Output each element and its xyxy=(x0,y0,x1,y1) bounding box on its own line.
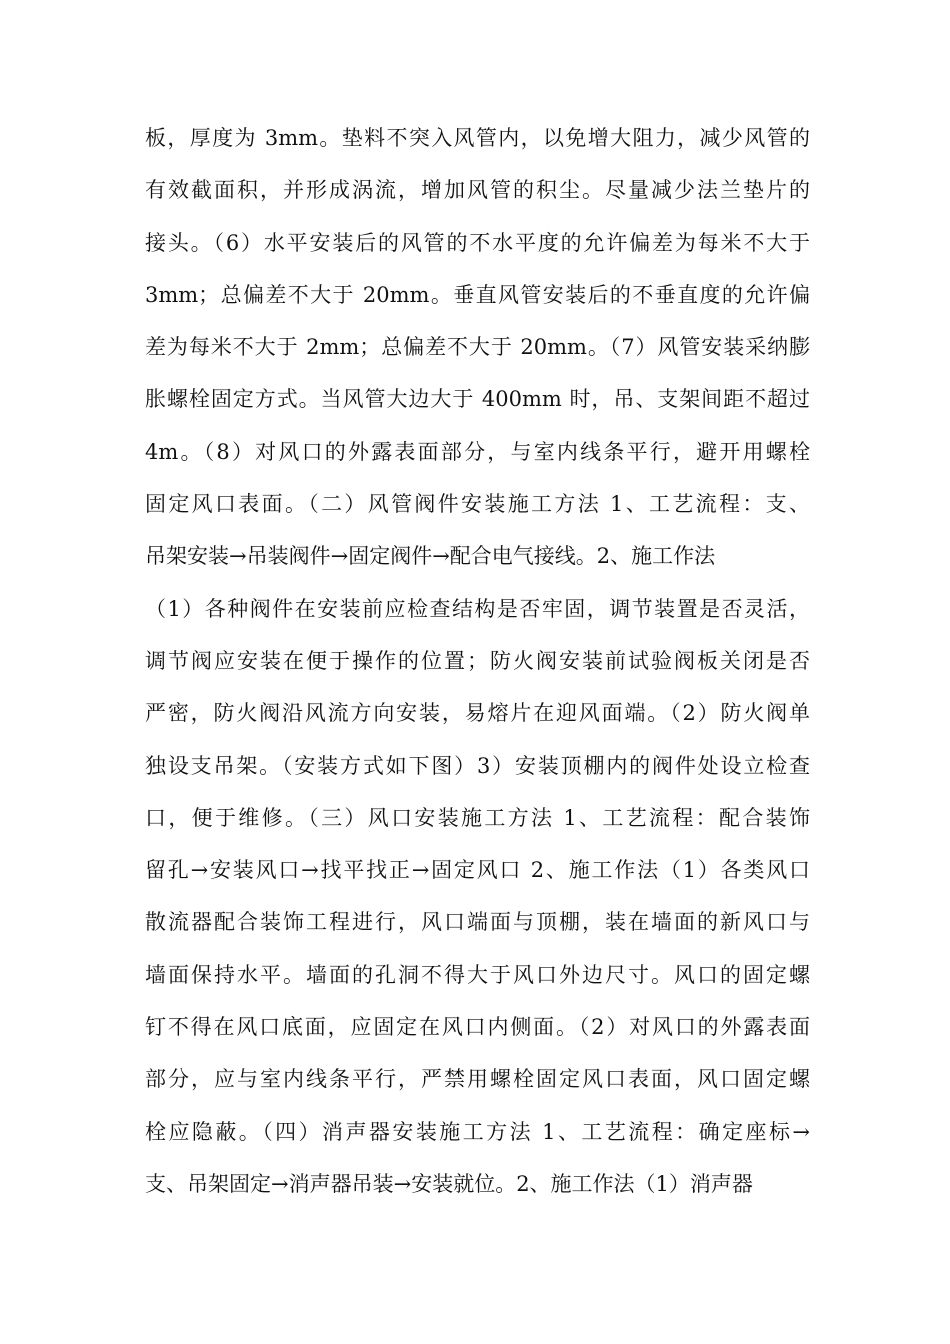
text-line-6: 胀螺栓固定方式。当风管大边大于 400mm 时，吊、支架间距不超过 xyxy=(145,387,810,412)
text-line-8: 固定风口表面。（二）风管阀件安装施工方法 1、工艺流程：支、 xyxy=(145,492,810,517)
text-line-10: （1）各种阀件在安装前应检查结构是否牢固，调节装置是否灵活， xyxy=(145,596,810,621)
text-line-21: 支、吊架固定→消声器吊装→安装就位。2、施工作法（1）消声器 xyxy=(145,1171,753,1196)
text-line-1: 板，厚度为 3mm。垫料不突入风管内，以免增大阻力，减少风管的 xyxy=(145,126,810,150)
text-line-20: 栓应隐蔽。（四）消声器安装施工方法 1、工艺流程：确定座标→ xyxy=(145,1119,810,1144)
text-line-16: 散流器配合装饰工程进行，风口端面与顶棚，装在墙面的新风口与 xyxy=(145,910,810,935)
text-line-4: 3mm；总偏差不大于 20mm。垂直风管安装后的不垂直度的允许偏 xyxy=(145,282,810,307)
body-text xyxy=(145,116,810,1214)
text-line-15: 留孔→安装风口→找平找正→固定风口 2、施工作法（1）各类风口 xyxy=(145,858,810,883)
text-line-11: 调节阀应安装在便于操作的位置；防火阀安装前试验阀板关闭是否 xyxy=(145,648,810,673)
text-line-3: 接头。（6）水平安装后的风管的不水平度的允许偏差为每米不大于 xyxy=(145,230,810,255)
text-line-7: 4m。（8）对风口的外露表面部分，与室内线条平行，避开用螺栓 xyxy=(145,439,810,464)
text-line-12: 严密，防火阀沿风流方向安装，易熔片在迎风面端。（2）防火阀单 xyxy=(145,701,810,726)
text-line-17: 墙面保持水平。墙面的孔洞不得大于风口外边尺寸。风口的固定螺 xyxy=(145,962,810,987)
text-line-18: 钉不得在风口底面，应固定在风口内侧面。（2）对风口的外露表面 xyxy=(145,1015,810,1040)
text-line-19: 部分，应与室内线条平行，严禁用螺栓固定风口表面，风口固定螺 xyxy=(145,1067,810,1092)
text-line-5: 差为每米不大于 2mm；总偏差不大于 20mm。（7）风管安装采纳膨 xyxy=(145,335,810,360)
text-line-2: 有效截面积，并形成涡流，增加风管的积尘。尽量减少法兰垫片的 xyxy=(145,178,810,203)
text-line-9: 吊架安装→吊装阀件→固定阀件→配合电气接线。2、施工作法 xyxy=(145,544,716,569)
text-line-14: 口，便于维修。（三）风口安装施工方法 1、工艺流程：配合装饰 xyxy=(145,805,810,830)
text-line-13: 独设支吊架。（安装方式如下图）3）安装顶棚内的阀件处设立检查 xyxy=(145,753,810,778)
